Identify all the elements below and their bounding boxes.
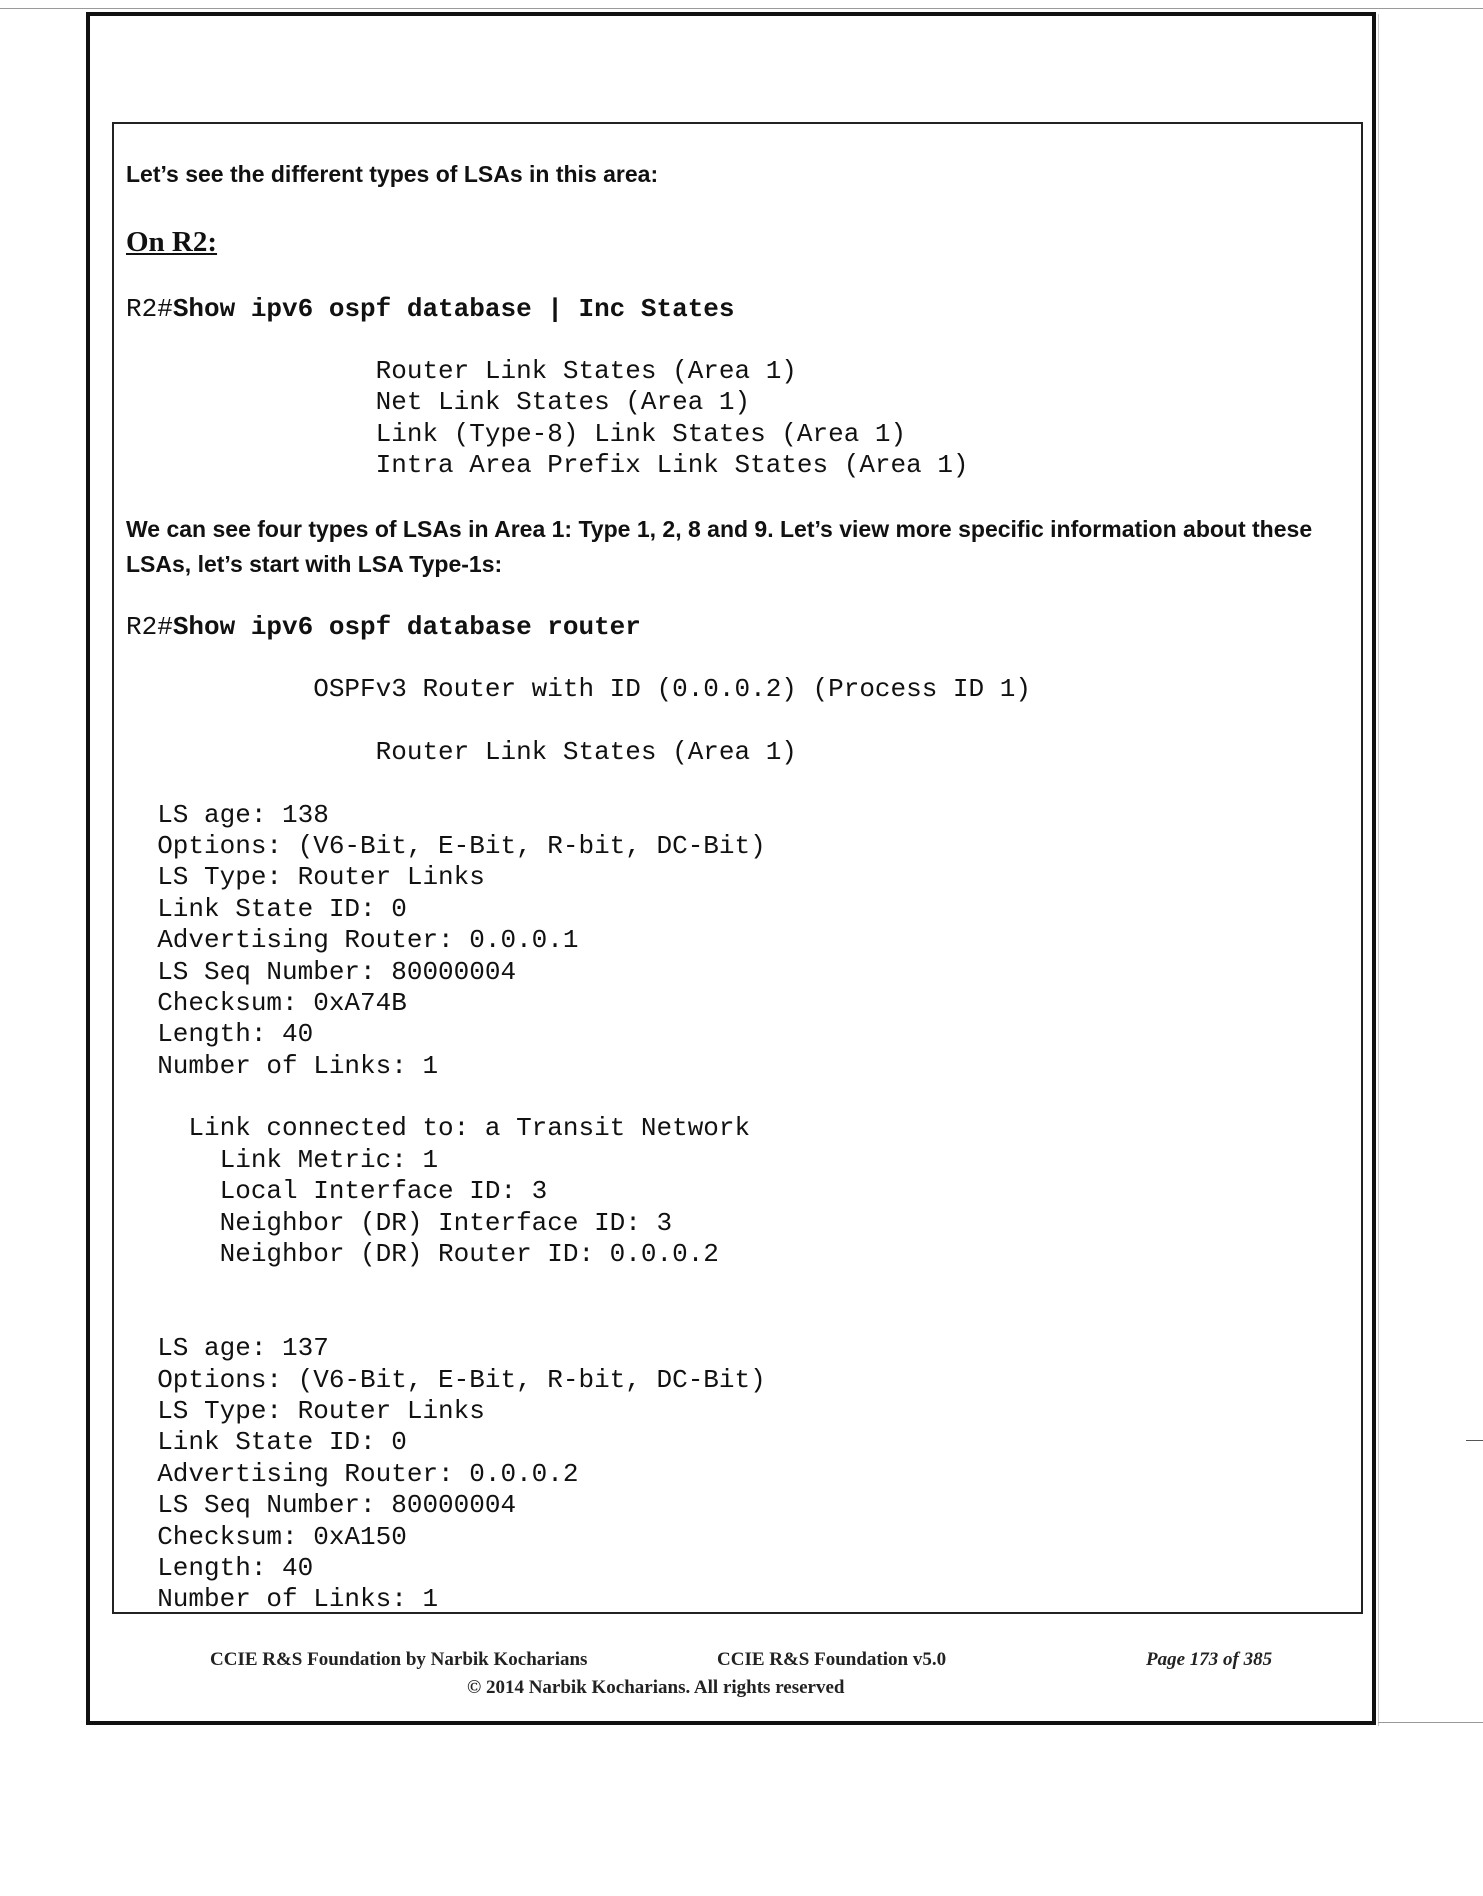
page-footer [90, 1645, 1376, 1705]
output-line [126, 1082, 1031, 1113]
command-output-1 [126, 356, 969, 482]
output-line: OSPFv3 Router with ID (0.0.0.2) (Process ID 1) [126, 674, 1031, 704]
output-line: Neighbor (DR) Interface ID: 3 [126, 1207, 673, 1238]
output-line: Intra Area Prefix Link States (Area 1) [126, 450, 969, 481]
output-line: Link connected to: a Transit Network [126, 1113, 751, 1144]
command-prompt: R2# [126, 294, 173, 324]
scan-edge-right [1378, 14, 1379, 1726]
section-heading: On R2: [126, 226, 218, 258]
output-line: Neighbor (DR) Router ID: 0.0.0.2 [126, 1239, 719, 1270]
output-line: Link State ID: 0 [126, 1427, 407, 1458]
command-prompt: R2# [126, 612, 173, 642]
output-line: Local Interface ID: 3 [126, 1176, 548, 1207]
output-line: Options: (V6-Bit, E-Bit, R-bit, DC-Bit) [126, 1364, 766, 1395]
output-line: Advertising Router: 0.0.0.2 [126, 1458, 579, 1489]
command-line-1 [126, 294, 735, 324]
command-text: Show ipv6 ospf database router [172, 612, 641, 642]
command-output-2 [126, 674, 1031, 1614]
content-box [112, 122, 1363, 1614]
output-line: Link State ID: 0 [126, 893, 407, 924]
output-line: Number of Links: 1 [126, 1050, 439, 1081]
output-line: Link (Type-8) Link States (Area 1) [126, 418, 907, 449]
output-line: Router Link States (Area 1) [126, 356, 797, 386]
output-line: Number of Links: 1 [126, 1584, 439, 1614]
output-line: Net Link States (Area 1) [126, 387, 751, 418]
footer-version: CCIE R&S Foundation v5.0 [717, 1649, 947, 1670]
output-line: Length: 40 [126, 1019, 314, 1050]
footer-book-title: CCIE R&S Foundation by Narbik Kocharians [210, 1649, 588, 1670]
output-line: LS Type: Router Links [126, 1395, 485, 1426]
output-line: Advertising Router: 0.0.0.1 [126, 925, 579, 956]
footer-page-number: Page 173 of 385 [1146, 1649, 1273, 1670]
output-line [126, 705, 1031, 736]
command-text: Show ipv6 ospf database | Inc States [172, 294, 735, 324]
scan-mark [1466, 1440, 1483, 1441]
description-text: We can see four types of LSAs in Area 1: Type 1, 2, 8 and 9. Let’s view more specific information about these LSAs, let’s start with LSA Type-1s: [126, 516, 1313, 577]
output-line [126, 1302, 1031, 1333]
output-line: Options: (V6-Bit, E-Bit, R-bit, DC-Bit) [126, 830, 766, 861]
output-line: Checksum: 0xA150 [126, 1521, 407, 1552]
output-line [126, 1270, 1031, 1301]
output-line: Link Metric: 1 [126, 1144, 439, 1175]
output-line: LS Type: Router Links [126, 862, 485, 893]
output-line: Checksum: 0xA74B [126, 987, 407, 1018]
output-line: LS Seq Number: 80000004 [126, 1490, 517, 1521]
output-line: LS age: 138 [126, 799, 329, 830]
output-line: LS age: 137 [126, 1333, 329, 1364]
scan-edge-top [0, 8, 1483, 9]
command-line-2 [126, 612, 641, 642]
output-line [126, 768, 1031, 799]
output-line: LS Seq Number: 80000004 [126, 956, 517, 987]
scan-edge-bottom [1378, 1722, 1483, 1723]
output-line: Length: 40 [126, 1552, 314, 1583]
footer-copyright: © 2014 Narbik Kocharians. All rights reserved [467, 1677, 845, 1698]
output-line: Router Link States (Area 1) [126, 736, 797, 767]
intro-text: Let’s see the different types of LSAs in this area: [126, 161, 659, 187]
